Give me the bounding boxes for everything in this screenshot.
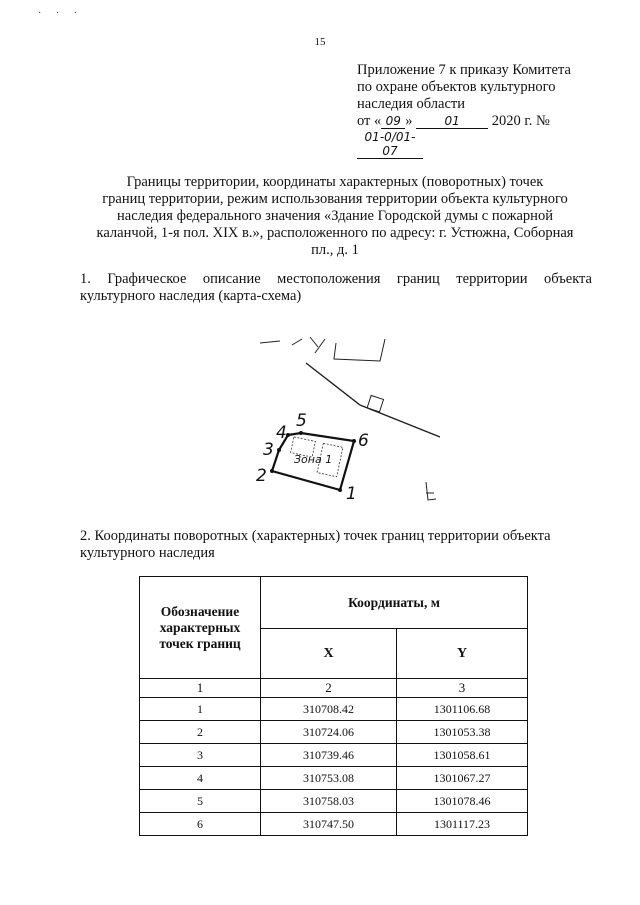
table-row — [140, 744, 528, 767]
title-line-2: границ территории, режим использования территории объекта культурного — [102, 191, 568, 207]
x-cell: 310739.46 — [261, 744, 397, 767]
date-mid: » — [405, 113, 413, 129]
map-street-line — [306, 363, 440, 437]
header-y: Y — [397, 629, 528, 679]
appendix-line-1: Приложение 7 к приказу Комитета — [357, 62, 571, 78]
map-building-outline — [315, 339, 385, 361]
y-cell: 1301067.27 — [397, 767, 528, 790]
x-cell: 310753.08 — [261, 767, 397, 790]
date-number: 01-0/01-07 — [357, 130, 423, 159]
section-2-heading — [80, 528, 592, 562]
table-row — [140, 790, 528, 813]
y-cell: 1301117.23 — [397, 813, 528, 836]
table-row — [140, 813, 528, 836]
point-cell: 3 — [140, 744, 261, 767]
coordinates-table — [139, 576, 528, 836]
point-label-2: 2 — [256, 466, 267, 486]
table-row — [140, 767, 528, 790]
section-2-line-1: 2. Координаты поворотных (характерных) точек границ территории объекта — [80, 528, 551, 544]
x-cell: 310758.03 — [261, 790, 397, 813]
point-cell: 1 — [140, 698, 261, 721]
boundary-point-6 — [352, 439, 356, 443]
header-coordinates: Координаты, м — [261, 577, 528, 629]
y-cell: 1301106.68 — [397, 698, 528, 721]
index-cell: 3 — [397, 679, 528, 698]
point-cell: 6 — [140, 813, 261, 836]
boundary-point-3 — [277, 448, 281, 452]
zone-label: Зона 1 — [294, 453, 333, 466]
title-line-4: каланчой, 1-я пол. XIX в.», расположенного по адресу: г. Устюжна, Соборная — [96, 225, 574, 241]
header-points: Обозначение характерных точек границ — [140, 577, 261, 679]
appendix-line-2: по охране объектов культурного — [357, 79, 556, 95]
section-1-heading — [80, 271, 592, 305]
appendix-header — [357, 62, 607, 160]
title-line-3: наследия федерального значения «Здание Городской думы с пожарной — [117, 208, 553, 224]
appendix-line-3: наследия области — [357, 96, 466, 112]
point-label-4: 4 — [276, 423, 287, 443]
point-label-1: 1 — [346, 484, 357, 504]
document-title — [70, 174, 600, 259]
title-line-5: пл., д. 1 — [311, 242, 359, 258]
section-2-line-2: культурного наследия — [80, 545, 215, 561]
date-month: 01 — [416, 114, 488, 129]
y-cell: 1301053.38 — [397, 721, 528, 744]
index-cell: 2 — [261, 679, 397, 698]
y-cell: 1301078.46 — [397, 790, 528, 813]
point-cell: 2 — [140, 721, 261, 744]
section-1-line-1: 1. Графическое описание местоположения границ территории объекта — [80, 271, 592, 287]
point-label-3: 3 — [263, 440, 274, 460]
map-edge-mark — [426, 482, 436, 500]
appendix-date-line — [357, 113, 607, 160]
y-cell: 1301058.61 — [397, 744, 528, 767]
point-label-6: 6 — [358, 431, 369, 451]
title-line-1: Границы территории, координаты характерных (поворотных) точек — [126, 174, 544, 190]
table-row — [140, 698, 528, 721]
x-cell: 310708.42 — [261, 698, 397, 721]
header-x: X — [261, 629, 397, 679]
page-number: 15 — [314, 36, 326, 48]
point-label-5: 5 — [296, 411, 307, 431]
map-context-lines — [260, 337, 318, 347]
table-index-row — [140, 679, 528, 698]
x-cell: 310724.06 — [261, 721, 397, 744]
boundary-point-2 — [270, 469, 274, 473]
section-1-line-2: культурного наследия (карта-схема) — [80, 288, 302, 304]
index-cell: 1 — [140, 679, 261, 698]
boundary-point-5 — [299, 431, 303, 435]
point-cell: 4 — [140, 767, 261, 790]
scan-marks: · · · — [38, 8, 83, 19]
date-prefix: от « — [357, 113, 382, 129]
date-day: 09 — [381, 114, 405, 129]
date-year: 2020 г. № — [491, 113, 550, 129]
map-scheme — [240, 325, 440, 510]
boundary-point-1 — [338, 488, 342, 492]
table-row — [140, 721, 528, 744]
x-cell: 310747.50 — [261, 813, 397, 836]
point-cell: 5 — [140, 790, 261, 813]
